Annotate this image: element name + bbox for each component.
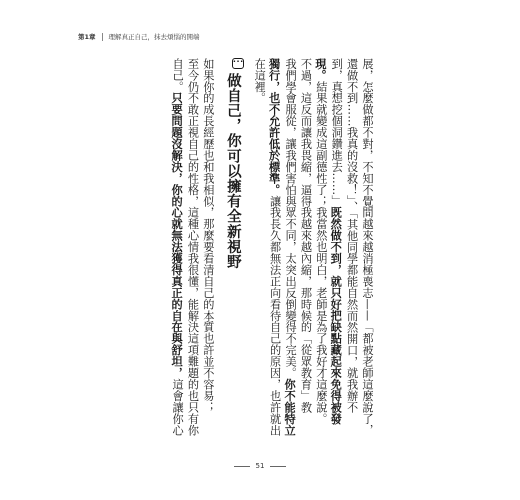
chapter-label: 第1章 xyxy=(78,33,96,41)
text-column xyxy=(200,58,215,428)
text-line: 讓我長久都無法正向看待自己的原因，也許就出 xyxy=(268,195,282,436)
emphasis-text: 獨行，也不允許低於標準。 xyxy=(267,58,282,196)
emphasis-text: 你不能特立 xyxy=(283,378,298,436)
text-column xyxy=(298,58,313,428)
section-gap xyxy=(244,58,252,428)
text-line: 展，怎麼做都不對，不知不覺間越來越消極喪志——「都被老師這麼說了， xyxy=(361,58,374,436)
text-column xyxy=(267,58,282,436)
text-column xyxy=(170,58,185,436)
chapter-title: 理解真正自己，抹去煩惱的開端 xyxy=(108,33,200,41)
section-heading-text: 做自己，你可以擁有全新視野 xyxy=(224,73,241,270)
running-head-divider xyxy=(102,33,103,41)
text-line: 不過，這反而讓我畏縮，逼得我越來越內縮，那時候的「從眾教育」教 xyxy=(299,58,313,413)
text-line: 這會讓你心 xyxy=(171,378,185,436)
emphasis-text: 現。 xyxy=(313,58,328,81)
running-head xyxy=(78,32,200,41)
folio-rule-left xyxy=(234,466,250,467)
text-line: 我們學會服從，讓我們害怕與眾不同，太突出反倒變得不完美。 xyxy=(284,58,298,379)
body-text xyxy=(170,58,375,436)
emphasis-text: 只要問題沒解決，你的心就無法獲得真正的自在與舒坦， xyxy=(170,92,185,379)
text-line: 結果就變成這副德性了；我當然也明白，老師是為了我好才這麼說。 xyxy=(314,80,328,425)
page-footer xyxy=(0,462,520,470)
text-column xyxy=(329,58,344,428)
text-column xyxy=(185,58,200,436)
section-heading xyxy=(222,58,244,428)
emphasis-text: 既然做不到，就只好把缺點藏起來免得被發 xyxy=(329,206,344,425)
text-column xyxy=(344,58,359,428)
text-column xyxy=(360,58,375,436)
text-line: 至今仍不敢正視自己的性格，這種心情我很懂，能解決這項難題的也只有你 xyxy=(186,58,200,436)
speech-bubble-icon xyxy=(232,58,244,69)
text-line: 到，真想挖個洞鑽進去……」 xyxy=(330,58,344,207)
text-column xyxy=(313,58,328,428)
folio-rule-right xyxy=(270,466,286,467)
text-line: 還做不到……我真的沒救！」、「其他同學都能自然而然開口，就我辦不 xyxy=(345,58,359,414)
text-line: 如果你的成長經歷也和我相似，那麼要看清自己的本質也許並不容易； xyxy=(201,58,215,413)
text-line: 在這裡。 xyxy=(253,58,267,104)
text-line: 自己。 xyxy=(171,58,185,93)
page-number: 51 xyxy=(255,462,265,470)
text-column xyxy=(252,58,267,428)
text-column xyxy=(283,58,298,436)
